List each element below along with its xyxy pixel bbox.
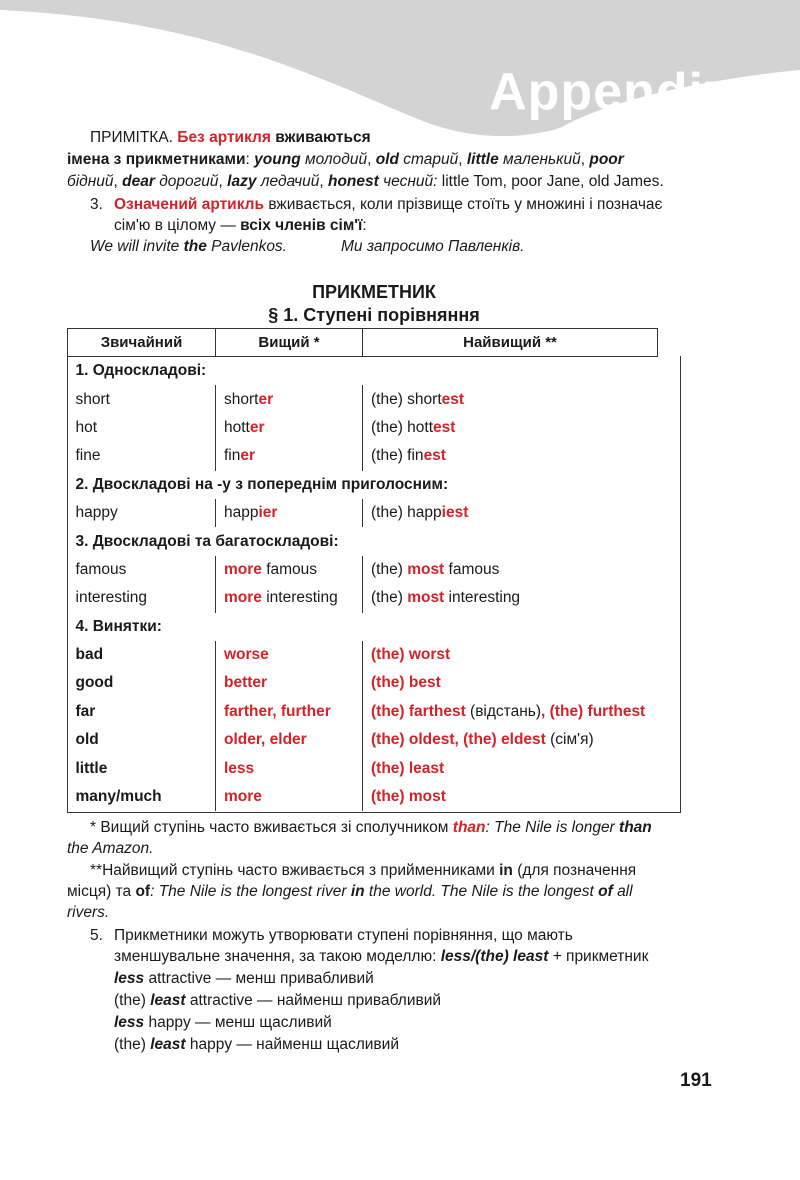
rule5-example: (the) least attractive — найменш привабливий [114,992,442,1009]
example-en: little [466,151,499,168]
note-line-3: бідний, dear дорогий, lazy ледачий, honest чесний: little Tom, poor Jane, old James. [67,173,664,190]
section-title: ПРИКМЕТНИК [312,282,436,302]
example-ua: старий [403,151,459,168]
header-positive: Звичайний [68,329,216,357]
group-row [68,613,658,641]
footnote-1-line-1: * Вищий ступінь часто вживається зі сполучником than: The Nile is longer than [90,819,652,836]
note-label: ПРИМІТКА. [90,129,173,146]
rule5-example: less attractive — менш привабливий [114,970,374,987]
rule5-example: less happy — менш щасливий [114,1014,332,1031]
cell-superlative: (the) most famous [363,556,658,584]
footnote-2-line-1: **Найвищий ступінь часто вживається з прийменниками in (для позначення [90,862,637,879]
cell-comparative: better [216,669,363,697]
rule3-text1: вживається, коли прізвище стоїть у множині і позначає [268,196,663,213]
example-ua: молодий [304,151,368,168]
cell-superlative: (the) finest [363,442,658,470]
cell-base: hot [75,418,98,436]
group-title: 3. Двоскладові та багатоскладові: [75,532,339,550]
rule3-bold-phrase: всіх членів сім'ї [240,217,363,234]
note-verb: вживаються [275,129,371,146]
cell-base: far [75,702,96,720]
rule3-example-en-pre: We will invite [90,238,180,255]
footnote-1-line-2: the Amazon. [67,840,154,857]
rule3-line-1 [90,195,662,215]
cell-comparative: hotter [216,414,363,442]
cell-base: old [75,731,99,749]
appendix-title: Appendix [489,63,734,121]
header-comparative: Вищий * [216,329,363,357]
rule3-example-ua: Ми запросимо Павленків. [341,238,525,255]
cell-superlative: (the) farthest (відстань), (the) furthest [363,698,658,726]
cell-comparative: older, elder [216,726,363,754]
example-ua: чесний [383,173,434,190]
rule3-number: 3. [90,196,103,213]
example-en: poor [589,151,624,168]
cell-base: bad [75,646,104,664]
table-row [68,669,658,697]
cell-comparative: more [216,783,363,811]
cell-comparative: finer [216,442,363,470]
table-header-row [68,329,658,357]
rule3-text2: сім'ю в цілому — [114,217,236,234]
table-row [68,584,658,612]
header-superlative: Найвищий ** [363,329,658,357]
example-ua: бідний [67,173,114,190]
cell-superlative: (the) worst [363,641,658,669]
table-row [68,754,658,782]
group-row [68,471,658,499]
cell-base: many/much [75,788,162,806]
note-line-1 [90,128,371,148]
cell-superlative: (the) shortest [363,385,658,413]
cell-base: short [75,390,110,408]
group-title: 2. Двоскладові на -y з попереднім приголосним: [75,475,449,493]
section-subtitle: § 1. Ступені порівняння [268,305,480,325]
table-row [68,641,658,669]
cell-superlative: (the) least [363,754,658,782]
cell-superlative: (the) most interesting [363,584,658,612]
cell-comparative: worse [216,641,363,669]
group-title: 1. Односкладові: [75,362,207,380]
example-en: old [375,151,399,168]
group-title: 4. Винятки: [75,617,162,635]
cell-base: happy [75,504,118,522]
table-row [68,783,658,811]
rule3-example [90,237,525,257]
rule3-example-en-bold: the [183,238,207,255]
table-row [68,698,658,726]
rule3-example-en-post: Pavlenkos. [211,238,287,255]
footnote-2-line-2: місця) та of: The Nile is the longest river in the world. The Nile is the longest of all [67,883,633,900]
rule3-red-phrase: Означений артикль [114,196,265,213]
cell-superlative: (the) most [363,783,658,811]
cell-comparative: farther, further [216,698,363,726]
cell-comparative: more interesting [216,584,363,612]
table-row [68,385,658,413]
table-row [68,414,658,442]
rule5-line-1: 5. Прикметники можуть утворювати ступені порівняння, що мають [90,927,573,944]
example-ua: ледачий [260,173,320,190]
rule3-line-2: сім'ю в цілому — всіх членів сім'ї: [114,217,367,234]
example-en: lazy [227,173,257,190]
note-names-tail: little Tom, poor Jane, old James. [441,173,664,190]
group-row [68,357,658,386]
table-row [68,556,658,584]
footnote-2-line-3: rivers. [67,904,110,921]
example-en: honest [328,173,379,190]
table-row [68,726,658,754]
table-row [68,442,658,470]
rule5-example: (the) least happy — найменш щасливий [114,1036,399,1053]
cell-base: fine [75,447,101,465]
cell-superlative: (the) happiest [363,499,658,527]
cell-superlative: (the) hottest [363,414,658,442]
degrees-table [67,328,658,811]
note-line-2: імена з прикметниками: young молодий, old старий, little маленький, poor [67,151,624,168]
cell-base: famous [75,560,127,578]
table-row [68,499,658,527]
cell-base: interesting [75,589,148,607]
cell-base: little [75,759,108,777]
rule5-number: 5. [90,927,103,944]
example-en: dear [122,173,155,190]
rule5-line-2: зменшувальне значення, за такою моделлю: less/(the) least + прикметник [114,948,649,965]
note-line2-prefix: імена з прикметниками [67,151,246,168]
note-red-phrase: Без артикля [177,129,271,146]
cell-comparative: less [216,754,363,782]
cell-superlative: (the) oldest, (the) eldest (сім'я) [363,726,658,754]
cell-comparative: shorter [216,385,363,413]
group-row [68,527,658,555]
page-number: 191 [680,1070,712,1091]
cell-base: good [75,674,114,692]
cell-comparative: more famous [216,556,363,584]
example-ua: дорогий [159,173,219,190]
cell-superlative: (the) best [363,669,658,697]
example-ua: маленький [503,151,581,168]
cell-comparative: happier [216,499,363,527]
example-en: young [254,151,301,168]
